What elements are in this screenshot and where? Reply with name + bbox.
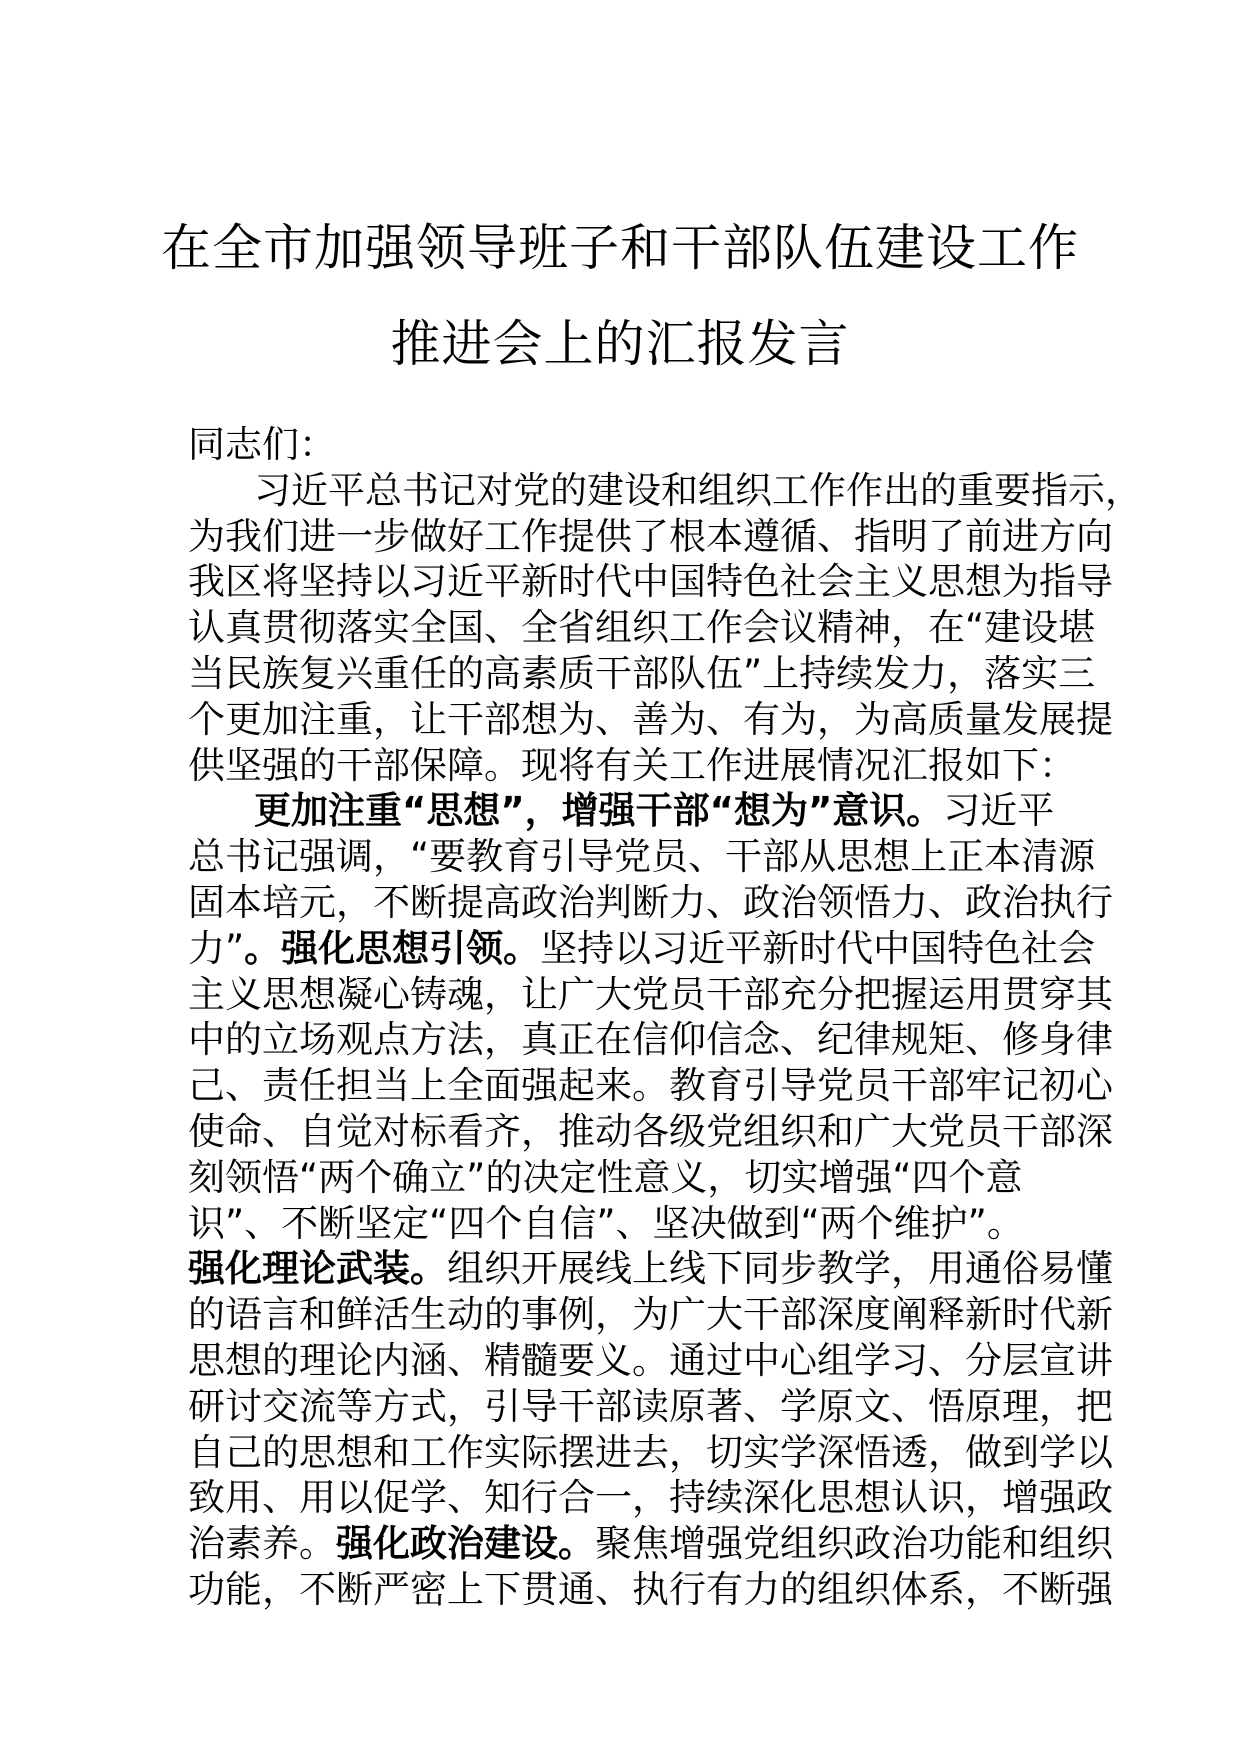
body-line	[188, 1521, 1113, 1567]
body-text: 认真贯彻落实全国、全省组织工作会议精神，在“建设堪	[188, 606, 1096, 650]
title-line-2: 推进会上的汇报发言	[390, 315, 850, 373]
body-text: 聚焦增强党组织政治功能和组织	[595, 1522, 1113, 1566]
body-text: 当民族复兴重任的高素质干部队伍”上持续发力，落实三	[188, 651, 1096, 695]
body-line	[188, 559, 1113, 605]
body-line	[188, 605, 1096, 651]
body-text: 坚持以习近平新时代中国特色社会	[540, 926, 1096, 970]
body-line	[188, 1246, 1113, 1292]
body-text: 己、责任担当上全面强起来。教育引导党员干部牢记初心	[188, 1064, 1113, 1108]
body-text: 中的立场观点方法，真正在信仰信念、纪律规矩、修身律	[188, 1018, 1113, 1062]
bold-heading-text: 强化理论武装。	[188, 1247, 447, 1291]
body-line	[188, 1063, 1113, 1109]
body-text: 研讨交流等方式，引导干部读原著、学原文、悟原理，把	[188, 1384, 1113, 1428]
body-line	[188, 880, 1113, 926]
body-text: 力”	[188, 926, 245, 970]
body-text: 思想的理论内涵、精髓要义。通过中心组学习、分层宣讲	[188, 1338, 1113, 1382]
bold-heading-text: 强化政治建设。	[336, 1522, 595, 1566]
body-line	[188, 1017, 1113, 1063]
body-line	[188, 972, 1113, 1018]
body-text: 我区将坚持以习近平新时代中国特色社会主义思想为指导	[188, 560, 1113, 604]
body-line	[188, 1109, 1113, 1155]
body-text: 识”、不断坚定“四个自信”、坚决做到“两个维护”。	[188, 1201, 1024, 1245]
body-line	[188, 788, 1066, 834]
body-text: 主义思想凝心铸魂，让广大党员干部充分把握运用贯穿其	[188, 972, 1113, 1016]
body-text: 为我们进一步做好工作提供了根本遵循、指明了前进方向	[188, 514, 1113, 558]
body-text: 的语言和鲜活生动的事例，为广大干部深度阐释新时代新	[188, 1293, 1113, 1337]
salutation: 同志们：	[188, 423, 336, 466]
body-text: 致用、用以促学、知行合一，持续深化思想认识，增强政	[188, 1476, 1113, 1520]
body-text: 总书记强调，“要教育引导党员、干部从思想上正本清源	[188, 835, 1096, 879]
body-text: 个更加注重，让干部想为、善为、有为，为高质量发展提	[188, 697, 1113, 741]
body-text: 供坚强的干部保障。现将有关工作进展情况汇报如下：	[188, 743, 1076, 787]
body-line	[188, 834, 1096, 880]
body-text: 功能，不断严密上下贯通、执行有力的组织体系，不断强	[188, 1567, 1113, 1611]
body-text: 习近平	[943, 789, 1055, 833]
bold-heading-text: 更加注重“思想”，增强干部“想为”意识。	[254, 789, 944, 833]
body-line	[188, 1430, 1113, 1476]
body-line	[188, 1292, 1113, 1338]
document-title	[0, 200, 1240, 392]
body-text: 刻领悟“两个确立”的决定性意义，切实增强“四个意	[188, 1155, 1023, 1199]
body-text: 治素养。	[188, 1522, 336, 1566]
body-line	[188, 697, 1113, 743]
body-text: 使命、自觉对标看齐，推动各级党组织和广大党员干部深	[188, 1109, 1113, 1153]
body-line	[188, 1201, 1066, 1247]
body-line	[188, 1384, 1113, 1430]
body-line	[188, 468, 1142, 514]
document-body	[188, 422, 1142, 1613]
body-line	[188, 743, 1076, 789]
body-line	[188, 1567, 1113, 1613]
body-line	[188, 1475, 1113, 1521]
body-line	[188, 926, 1096, 972]
body-line	[188, 651, 1096, 697]
body-text: 习近平总书记对党的建设和组织工作作出的重要指示，	[254, 468, 1142, 512]
title-line-1: 在全市加强领导班子和干部队伍建设工作	[161, 219, 1079, 277]
body-line	[188, 1338, 1113, 1384]
bold-heading-text: 。强化思想引领。	[244, 926, 541, 970]
body-text: 组织开展线上线下同步教学，用通俗易懂	[447, 1247, 1113, 1291]
body-line	[188, 514, 1113, 560]
body-line	[188, 1155, 1066, 1201]
body-text: 自己的思想和工作实际摆进去，切实学深悟透，做到学以	[188, 1430, 1113, 1474]
body-text: 固本培元，不断提高政治判断力、政治领悟力、政治执行	[188, 880, 1113, 924]
